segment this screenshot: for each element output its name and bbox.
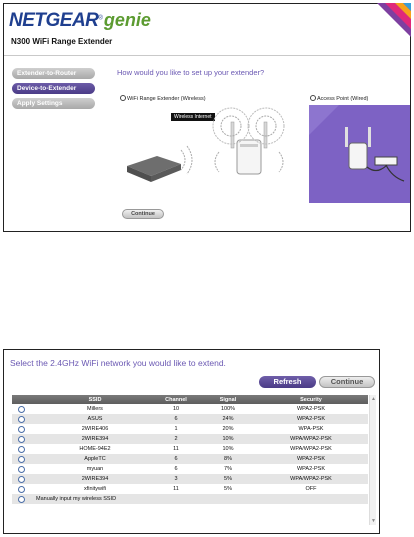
row-select-cell[interactable] — [12, 424, 40, 434]
column-header-signal: Signal — [202, 395, 254, 404]
channel-cell: 3 — [150, 474, 202, 484]
radio-wireless[interactable] — [120, 95, 126, 101]
table-row[interactable] — [12, 474, 368, 484]
channel-cell: 1 — [150, 424, 202, 434]
refresh-button[interactable]: Refresh — [259, 376, 316, 388]
ssid-cell: ASUS — [40, 414, 150, 424]
sidebar-item-device-to-extender[interactable]: Device-to-Extender — [12, 83, 95, 94]
ssid-cell: xfinitywifi — [40, 484, 150, 494]
access-point-illustration — [309, 105, 410, 203]
security-cell: WPA2-PSK — [254, 464, 368, 474]
table-header-row — [12, 395, 368, 404]
table-scrollbar[interactable] — [369, 395, 376, 525]
row-radio-button[interactable] — [18, 406, 25, 413]
security-cell: WPA2-PSK — [254, 414, 368, 424]
table-row[interactable] — [12, 424, 368, 434]
security-cell: WPA/WPA2-PSK — [254, 434, 368, 444]
ssid-cell: Millers — [40, 404, 150, 414]
ssid-cell: myuan — [40, 464, 150, 474]
row-radio-button[interactable] — [18, 436, 25, 443]
radio-wired[interactable] — [310, 95, 316, 101]
registered-mark: ® — [98, 15, 103, 22]
column-header-channel: Channel — [150, 395, 202, 404]
signal-cell: 24% — [202, 414, 254, 424]
row-select-cell[interactable] — [12, 434, 40, 444]
security-cell: WPA2-PSK — [254, 404, 368, 414]
manual-input-label: Manually input my wireless SSID — [36, 496, 117, 502]
row-select-cell[interactable] — [12, 484, 40, 494]
row-radio-button[interactable] — [18, 416, 25, 423]
signal-cell: 8% — [202, 454, 254, 464]
row-radio-button[interactable] — [18, 466, 25, 473]
security-cell: WPA-PSK — [254, 424, 368, 434]
header-divider — [4, 55, 410, 56]
security-cell: WPA2-PSK — [254, 454, 368, 464]
ssid-cell: 2WIRE394 — [40, 434, 150, 444]
table-row[interactable] — [12, 404, 368, 414]
channel-cell: 6 — [150, 414, 202, 424]
table-row[interactable] — [12, 414, 368, 424]
row-select-cell[interactable] — [12, 404, 40, 414]
network-select-panel — [3, 349, 380, 534]
table-row[interactable] — [12, 454, 368, 464]
netgear-genie-logo — [9, 10, 151, 32]
scroll-down-icon[interactable]: ▼ — [371, 518, 376, 524]
ssid-cell: 2WIRE406 — [40, 424, 150, 434]
setup-question: How would you like to set up your extender? — [117, 68, 265, 77]
scroll-up-icon[interactable]: ▲ — [371, 396, 376, 402]
row-radio-button[interactable] — [18, 486, 25, 493]
ssid-cell: HOME-94E2 — [40, 444, 150, 454]
signal-cell: 5% — [202, 474, 254, 484]
row-select-cell[interactable] — [12, 454, 40, 464]
column-header-security: Security — [254, 395, 368, 404]
option-wired[interactable] — [310, 95, 368, 102]
row-select-cell[interactable] — [12, 444, 40, 454]
corner-ribbon-icon — [377, 3, 411, 37]
row-radio-button[interactable] — [18, 456, 25, 463]
signal-cell: 100% — [202, 404, 254, 414]
continue-button-network[interactable]: Continue — [319, 376, 375, 388]
row-select-cell[interactable] — [12, 414, 40, 424]
network-select-heading: Select the 2.4GHz WiFi network you would like to extend. — [10, 358, 226, 368]
sidebar-item-apply-settings[interactable]: Apply Settings — [12, 98, 95, 109]
table-row[interactable] — [12, 464, 368, 474]
signal-cell: 5% — [202, 484, 254, 494]
wireless-internet-label: Wireless Internet — [171, 113, 215, 121]
channel-cell: 11 — [150, 444, 202, 454]
signal-cell: 7% — [202, 464, 254, 474]
table-row[interactable] — [12, 444, 368, 454]
signal-cell: 10% — [202, 444, 254, 454]
manual-input-radio[interactable] — [18, 496, 25, 503]
ssid-cell: AppleTC — [40, 454, 150, 464]
continue-button-setup[interactable]: Continue — [122, 209, 164, 219]
table-row[interactable] — [12, 434, 368, 444]
option-wireless-label: WiFi Range Extender (Wireless) — [127, 96, 206, 102]
ssid-cell: 2WIRE394 — [40, 474, 150, 484]
row-radio-button[interactable] — [18, 476, 25, 483]
channel-cell: 2 — [150, 434, 202, 444]
row-radio-button[interactable] — [18, 446, 25, 453]
brand-netgear-text: NETGEAR — [9, 10, 99, 31]
channel-cell: 6 — [150, 464, 202, 474]
security-cell: OFF — [254, 484, 368, 494]
brand-genie-text: genie — [103, 10, 151, 30]
row-select-cell[interactable] — [12, 464, 40, 474]
security-cell: WPA/WPA2-PSK — [254, 444, 368, 454]
manual-input-row[interactable] — [12, 494, 368, 504]
wifi-network-table — [12, 395, 368, 504]
signal-cell: 20% — [202, 424, 254, 434]
channel-cell: 10 — [150, 404, 202, 414]
setup-panel — [3, 3, 411, 232]
product-name: N300 WiFi Range Extender — [11, 37, 113, 46]
option-wired-label: Access Point (Wired) — [317, 96, 369, 102]
security-cell: WPA/WPA2-PSK — [254, 474, 368, 484]
signal-cell: 10% — [202, 434, 254, 444]
option-wireless[interactable] — [120, 95, 206, 102]
table-row[interactable] — [12, 484, 368, 494]
sidebar-item-extender-to-router[interactable]: Extender-to-Router — [12, 68, 95, 79]
row-radio-button[interactable] — [18, 426, 25, 433]
manual-input-cell[interactable] — [12, 494, 368, 504]
wireless-setup-illustration — [119, 104, 309, 204]
column-header-select — [12, 395, 40, 404]
channel-cell: 6 — [150, 454, 202, 464]
channel-cell: 11 — [150, 484, 202, 494]
row-select-cell[interactable] — [12, 474, 40, 484]
column-header-ssid: SSID — [40, 395, 150, 404]
